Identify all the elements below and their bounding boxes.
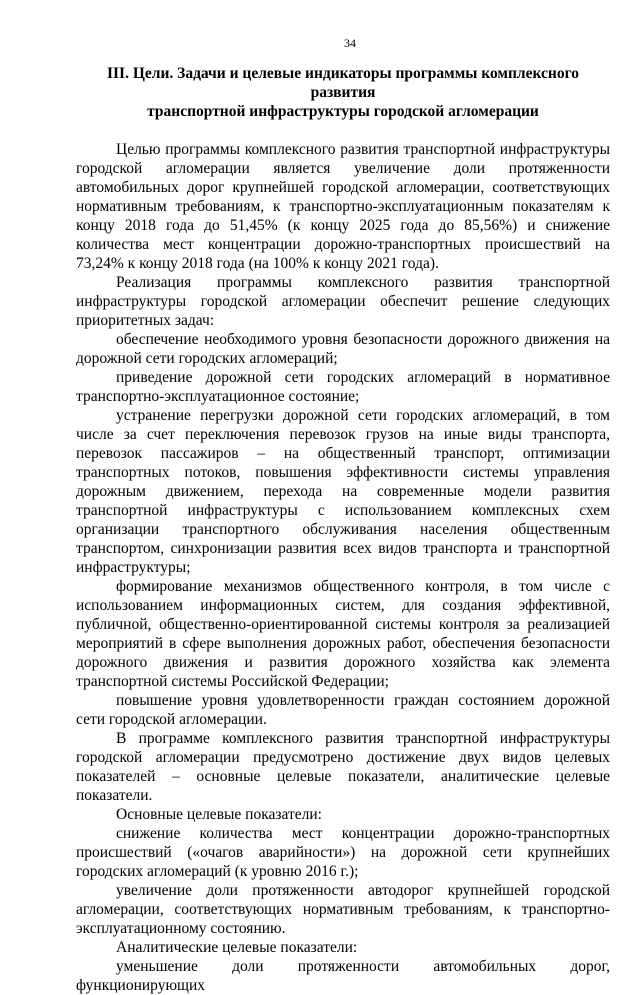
paragraph: устранение перегрузки дорожной сети городских агломераций, в том числе за счет переключения перевозок грузов на иные виды транспорта, перевозок пассажиров – на общественный транспорт, оптимизации транспортных потоков, повышения эффективности системы управления дорожным движением, перехода на современные модели развития транспортной инфраструктуры с использованием комплексных схем организации транспортного обслуживания населения общественным транспортом, синхронизации развития всех видов транспорта и транспортной инфраструктуры; (76, 407, 610, 576)
paragraph: увеличение доли протяженности автодорог крупнейшей городской агломерации, соответствующих нормативным требованиям, к транспортно-эксплуатационному состоянию. (76, 882, 610, 937)
paragraph: приведение дорожной сети городских агломераций в нормативное транспортно-эксплуатационное состояние; (76, 369, 610, 405)
paragraph: Основные целевые показатели: (116, 806, 322, 823)
paragraph: обеспечение необходимого уровня безопасности дорожного движения на дорожной сети городских агломераций; (76, 331, 610, 367)
paragraph: В программе комплексного развития транспортной инфраструктуры городской агломерации предусмотрено достижение двух видов целевых показателей – основные целевые показатели, аналитические целевые показатели. (76, 730, 610, 804)
paragraph: уменьшение доли протяженности автомобильных дорог, функционирующих (76, 958, 610, 994)
section-title (76, 64, 610, 121)
paragraph: снижение количества мест концентрации дорожно-транспортных происшествий («очагов аварийности») на дорожной сети крупнейших городских агломераций (к уровню 2016 г.); (76, 825, 610, 880)
body-text (76, 140, 610, 995)
section-title-line-1: III. Цели. Задачи и целевые индикаторы программы комплексного развития (106, 65, 580, 101)
paragraph: повышение уровня удовлетворенности граждан состоянием дорожной сети городской агломерации. (76, 692, 610, 728)
paragraph: Аналитические целевые показатели: (116, 939, 358, 956)
section-title-line-2: транспортной инфраструктуры городской агломерации (147, 103, 539, 120)
paragraph: Реализация программы комплексного развития транспортной инфраструктуры городской агломерации обеспечит решение следующих приоритетных задач: (76, 274, 610, 329)
page-number: 34 (344, 36, 356, 50)
paragraph: Целью программы комплексного развития транспортной инфраструктуры городской агломерации является увеличение доли протяженности автомобильных дорог крупнейшей городской агломерации, соответствующих нормативным требованиям, к транспортно-эксплуатационным показателям к концу 2018 года до 51,45% (к концу 2025 года до 85,56%) и снижение количества мест концентрации дорожно-транспортных происшествий на 73,24% к концу 2018 года (на 100% к концу 2021 года). (76, 141, 610, 272)
paragraph: формирование механизмов общественного контроля, в том числе с использованием информационных систем, для создания эффективной, публичной, общественно-ориентированной системы контроля за реализацией мероприятий в сфере выполнения дорожных работ, обеспечения безопасности дорожного движения и развития дорожного хозяйства как элемента транспортной системы Российской Федерации; (76, 578, 610, 690)
